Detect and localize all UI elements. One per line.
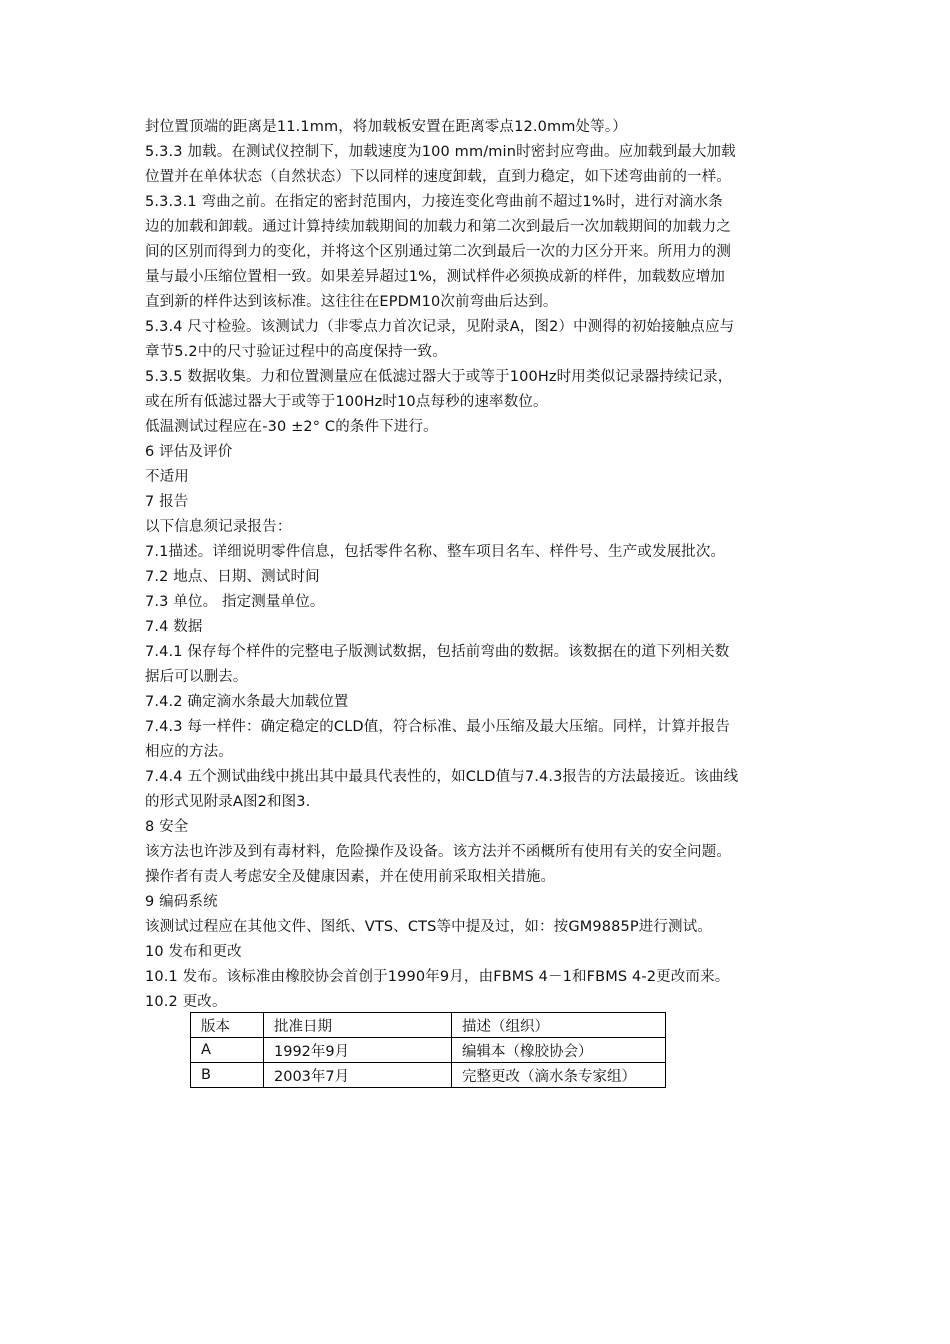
text-line: 5.3.3.1 弯曲之前。在指定的密封范围内，力接连变化弯曲前不超过1%时，进行对滴水条 xyxy=(145,194,723,210)
text-line: 5.3.3 加载。在测试仪控制下，加载速度为100 mm/min时密封应弯曲。应加载到最大加载 xyxy=(145,144,736,160)
text-line: 相应的方法。 xyxy=(145,744,233,760)
text-line: 7.4.3 每一样件：确定稳定的CLD值，符合标准、最小压缩及最大压缩。同样，计算并报告 xyxy=(145,719,730,735)
text-line: 操作者有责人考虑安全及健康因素，并在使用前采取相关措施。 xyxy=(145,869,556,885)
text-line: 6 评估及评价 xyxy=(145,444,233,460)
document-body xyxy=(145,115,815,1015)
text-line: 或在所有低滤过器大于或等于100Hz时10点每秒的速率数位。 xyxy=(145,394,548,410)
text-line: 以下信息须记录报告： xyxy=(145,519,292,535)
text-line: 位置并在单体状态（自然状态）下以同样的速度卸载，直到力稳定，如下述弯曲前的一样。 xyxy=(145,169,731,185)
text-line: 7.4.1 保存每个样件的完整电子版测试数据，包括前弯曲的数据。该数据在的道下列相关数 xyxy=(145,644,730,660)
text-line: 7.4.2 确定滴水条最大加载位置 xyxy=(145,694,349,710)
text-line: 量与最小压缩位置相一致。如果差异超过1%，测试样件必须换成新的样件，加载数应增加 xyxy=(145,269,725,285)
table-cell: 1992年9月 xyxy=(264,1038,452,1063)
text-line: 该测试过程应在其他文件、图纸、VTS、CTS等中提及过，如：按GM9885P进行测试。 xyxy=(145,919,713,935)
table-header-cell: 描述（组织） xyxy=(452,1013,666,1038)
text-line: 7.3 单位。 指定测量单位。 xyxy=(145,594,325,610)
text-line: 7.1描述。详细说明零件信息，包括零件名称、整车项目名车、样件号、生产或发展批次。 xyxy=(145,544,726,560)
text-line: 低温测试过程应在-30 ±2° C的条件下进行。 xyxy=(145,419,438,435)
text-line: 5.3.5 数据收集。力和位置测量应在低滤过器大于或等于100Hz时用类似记录器持续记录， xyxy=(145,369,733,385)
text-line: 5.3.4 尺寸检验。该测试力（非零点力首次记录，见附录A，图2）中测得的初始接触点应与 xyxy=(145,319,735,335)
table-row xyxy=(191,1038,666,1063)
table-cell: 编辑本（橡胶协会） xyxy=(452,1038,666,1063)
text-line: 9 编码系统 xyxy=(145,894,218,910)
text-line: 章节5.2中的尺寸验证过程中的高度保持一致。 xyxy=(145,344,447,360)
text-line: 封位置顶端的距离是11.1mm，将加载板安置在距离零点12.0mm处等。） xyxy=(145,119,627,135)
text-line: 10.2 更改。 xyxy=(145,994,227,1010)
text-line: 该方法也许涉及到有毒材料，危险操作及设备。该方法并不函概所有使用有关的安全问题。 xyxy=(145,844,731,860)
table-header-cell: 版本 xyxy=(191,1013,264,1038)
table-cell: 2003年7月 xyxy=(264,1063,452,1088)
table-header-cell: 批准日期 xyxy=(264,1013,452,1038)
table-row xyxy=(191,1063,666,1088)
text-line: 7.2 地点、日期、测试时间 xyxy=(145,569,320,585)
text-line: 不适用 xyxy=(145,469,189,485)
text-line: 据后可以删去。 xyxy=(145,669,248,685)
table-cell: B xyxy=(191,1063,264,1088)
text-line: 的形式见附录A图2和图3. xyxy=(145,794,311,810)
text-line: 10 发布和更改 xyxy=(145,944,242,960)
table-header-row xyxy=(191,1013,666,1038)
text-line: 10.1 发布。该标准由橡胶协会首创于1990年9月，由FBMS 4－1和FBMS 4-2更改而来。 xyxy=(145,969,730,985)
table-cell: A xyxy=(191,1038,264,1063)
revision-table xyxy=(190,1012,666,1088)
text-line: 7.4.4 五个测试曲线中挑出其中最具代表性的，如CLD值与7.4.3报告的方法最接近。该曲线 xyxy=(145,769,739,785)
text-line: 直到新的样件达到该标准。这往往在EPDM10次前弯曲后达到。 xyxy=(145,294,558,310)
text-line: 边的加载和卸载。通过计算持续加载期间的加载力和第二次到最后一次加载期间的加载力之 xyxy=(145,219,731,235)
text-line: 8 安全 xyxy=(145,819,189,835)
text-line: 间的区别而得到力的变化，并将这个区别通过第二次到最后一次的力区分开来。所用力的测 xyxy=(145,244,731,260)
table-cell: 完整更改（滴水条专家组） xyxy=(452,1063,666,1088)
text-line: 7.4 数据 xyxy=(145,619,203,635)
text-line: 7 报告 xyxy=(145,494,189,510)
